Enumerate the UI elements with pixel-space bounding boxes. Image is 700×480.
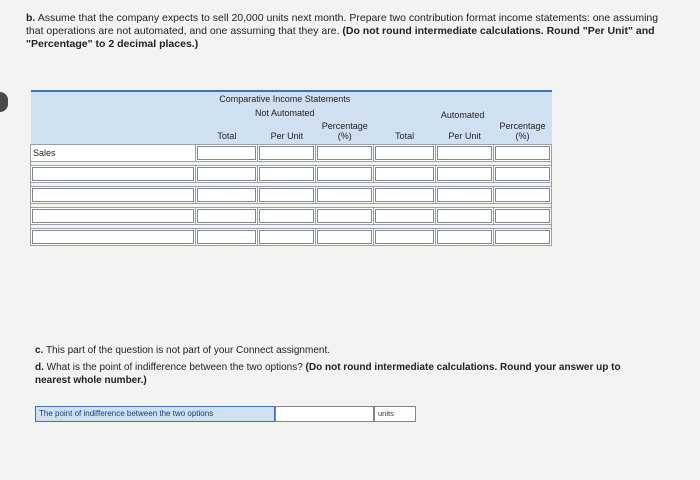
question-b-instruction: (Do not round intermediate calculations. Round "Per Unit" and "Percentage" to 2 decimal places.) <box>26 25 655 51</box>
table-row <box>31 187 552 204</box>
percentage-input[interactable] <box>495 188 550 202</box>
question-d-text: What is the point of indifference between the two options? <box>46 362 303 373</box>
table-row <box>31 208 552 225</box>
group-not-automated: Not Automated <box>255 108 315 118</box>
per-unit-input[interactable] <box>437 188 492 202</box>
row-label-input[interactable] <box>32 167 194 181</box>
percentage-input[interactable] <box>317 230 372 244</box>
per-unit-input[interactable] <box>259 188 314 202</box>
per-unit-input[interactable] <box>437 146 492 160</box>
percentage-input[interactable] <box>317 209 372 223</box>
question-c-text: This part of the question is not part of your Connect assignment. <box>45 345 330 356</box>
total-input[interactable] <box>197 230 256 244</box>
col-total-not-automated: Total <box>217 131 237 142</box>
table-title: Comparative Income Statements <box>219 94 351 104</box>
total-input[interactable] <box>375 209 434 223</box>
total-input[interactable] <box>375 167 434 181</box>
question-d <box>35 362 635 387</box>
col-per-unit-automated: Per Unit <box>448 131 481 142</box>
question-b <box>26 12 666 51</box>
question-c-label: c. <box>35 345 44 356</box>
col-total-automated: Total <box>395 131 415 142</box>
per-unit-input[interactable] <box>259 167 314 181</box>
question-b-label: b. <box>26 12 36 24</box>
row-label-input[interactable] <box>32 209 194 223</box>
table-row <box>31 145 552 162</box>
group-automated: Automated <box>440 110 485 120</box>
total-input[interactable] <box>375 230 434 244</box>
comparative-income-table <box>30 90 552 246</box>
percentage-input[interactable] <box>495 146 550 160</box>
percentage-input[interactable] <box>495 209 550 223</box>
percentage-input[interactable] <box>317 188 372 202</box>
per-unit-input[interactable] <box>437 167 492 181</box>
edge-tab-marker <box>0 92 8 112</box>
percentage-input[interactable] <box>495 167 550 181</box>
per-unit-input[interactable] <box>437 230 492 244</box>
total-input[interactable] <box>197 188 256 202</box>
per-unit-input[interactable] <box>259 209 314 223</box>
total-input[interactable] <box>375 146 434 160</box>
table-row <box>31 229 552 246</box>
question-c <box>35 345 330 356</box>
row-label: Sales <box>31 145 196 162</box>
total-input[interactable] <box>197 167 256 181</box>
col-percentage-not-automated: Percentage (%) <box>321 121 368 142</box>
indifference-input[interactable] <box>275 406 374 422</box>
total-input[interactable] <box>375 188 434 202</box>
percentage-input[interactable] <box>495 230 550 244</box>
row-label-input[interactable] <box>32 188 194 202</box>
question-d-label: d. <box>35 362 44 373</box>
percentage-input[interactable] <box>317 167 372 181</box>
per-unit-input[interactable] <box>437 209 492 223</box>
indifference-unit: units <box>374 406 416 422</box>
question-b-text: Assume that the company expects to sell 20,000 units next month. Prepare two contribution format income statements: one assuming that operations are not automated, and one assuming that they are. <box>26 12 659 38</box>
row-label-input[interactable] <box>32 230 194 244</box>
percentage-input[interactable] <box>317 146 372 160</box>
total-input[interactable] <box>197 146 256 160</box>
indifference-label: The point of indifference between the two options <box>35 406 275 422</box>
per-unit-input[interactable] <box>259 146 314 160</box>
total-input[interactable] <box>197 209 256 223</box>
header-blank <box>31 91 196 106</box>
indifference-row <box>35 406 416 422</box>
col-percentage-automated: Percentage (%) <box>499 121 546 142</box>
col-per-unit-not-automated: Per Unit <box>270 131 304 142</box>
per-unit-input[interactable] <box>259 230 314 244</box>
table-row <box>31 166 552 183</box>
question-d-instruction: (Do not round intermediate calculations. Round your answer up to nearest whole number.) <box>35 362 621 386</box>
